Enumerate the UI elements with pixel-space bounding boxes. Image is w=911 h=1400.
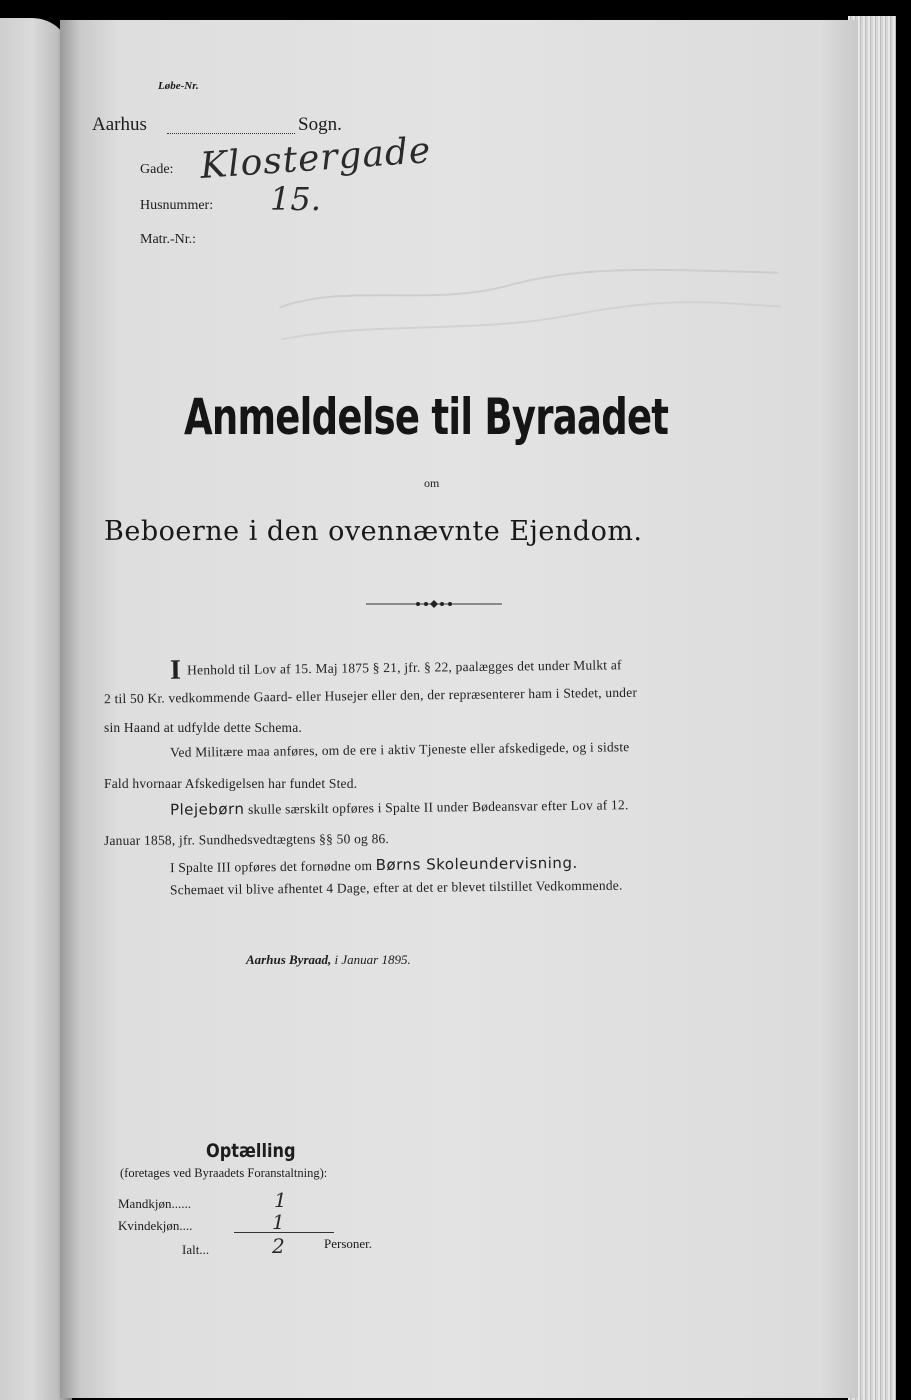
male-label: Mandkjøn...... (118, 1196, 191, 1211)
ornament-icon (366, 597, 502, 611)
gade-label: Gade: (140, 162, 174, 177)
p4-strong: Børns Skoleundervisning. (375, 853, 578, 874)
p3-strong: Plejebørn (169, 799, 245, 819)
ornament-divider (366, 597, 502, 616)
lobe-nr-label: Løbe-Nr. (158, 80, 199, 92)
p1-line-3: sin Haand at udfylde dette Schema. (104, 720, 302, 735)
count-note: (foretages ved Byraadets Foranstaltning): (120, 1166, 328, 1180)
bleed-through-icon (267, 242, 792, 368)
bleed-through-marks (267, 242, 792, 368)
total-unit: Personer. (324, 1236, 373, 1251)
total-label: Ialt... (182, 1242, 210, 1257)
total-value: 2 (272, 1234, 285, 1258)
count-heading: Optælling (206, 1140, 296, 1162)
p4-text: I Spalte III opføres det fornødne om (169, 858, 373, 876)
husnummer-value: 15. (270, 180, 321, 218)
male-value: 1 (274, 1188, 287, 1212)
document-page (60, 20, 858, 1398)
dropcap: I (169, 654, 182, 686)
p3-line-1 (170, 795, 629, 819)
sogn-line (167, 133, 295, 134)
p2-line-2: Fald hvornaar Afskedigelsen har fundet Sted. (104, 776, 358, 791)
p5-line: Schemaet vil blive afhentet 4 Dage, efter at det er blevet tilstillet Vedkommende. (169, 877, 623, 898)
sogn-label: Sogn. (298, 114, 342, 135)
sum-rule (234, 1232, 334, 1233)
female-label: Kvindekjøn.... (118, 1218, 193, 1233)
signature-date: i Januar 1895. (334, 952, 411, 967)
title-connector: om (424, 476, 440, 490)
gade-value: Klostergade (198, 129, 433, 188)
subtitle: Beboerne i den ovennævnte Ejendom. (104, 516, 643, 547)
p3-line-1-text: skulle særskilt opføres i Spalte II under Bødeansvar efter Lov af 12. (247, 797, 629, 817)
p1-line-2: 2 til 50 Kr. vedkommende Gaard- eller Husejer eller den, der repræsenterer ham i Stedet, under (103, 684, 638, 707)
p2-line-1: Ved Militære maa anføres, om de ere i aktiv Tjeneste eller afskedigede, og i sidste (169, 739, 630, 760)
signature-place: Aarhus Byraad, (246, 952, 332, 967)
female-value: 1 (272, 1210, 285, 1234)
p1-line-1: Henhold til Lov af 15. Maj 1875 § 21, jfr. § 22, paalægges det under Mulkt af (187, 657, 622, 678)
main-title: Anmeldelse til Byraadet (184, 388, 669, 446)
city-label: Aarhus (92, 114, 147, 135)
signature-line (246, 952, 411, 968)
husnummer-label: Husnummer: (140, 198, 214, 213)
p4-line (170, 854, 578, 876)
p3-line-2: Januar 1858, jfr. Sundhedsvedtægtens §§ 50 og 86. (103, 831, 390, 848)
paragraph-1-line-1 (170, 649, 622, 687)
matr-label: Matr.-Nr.: (140, 232, 196, 247)
